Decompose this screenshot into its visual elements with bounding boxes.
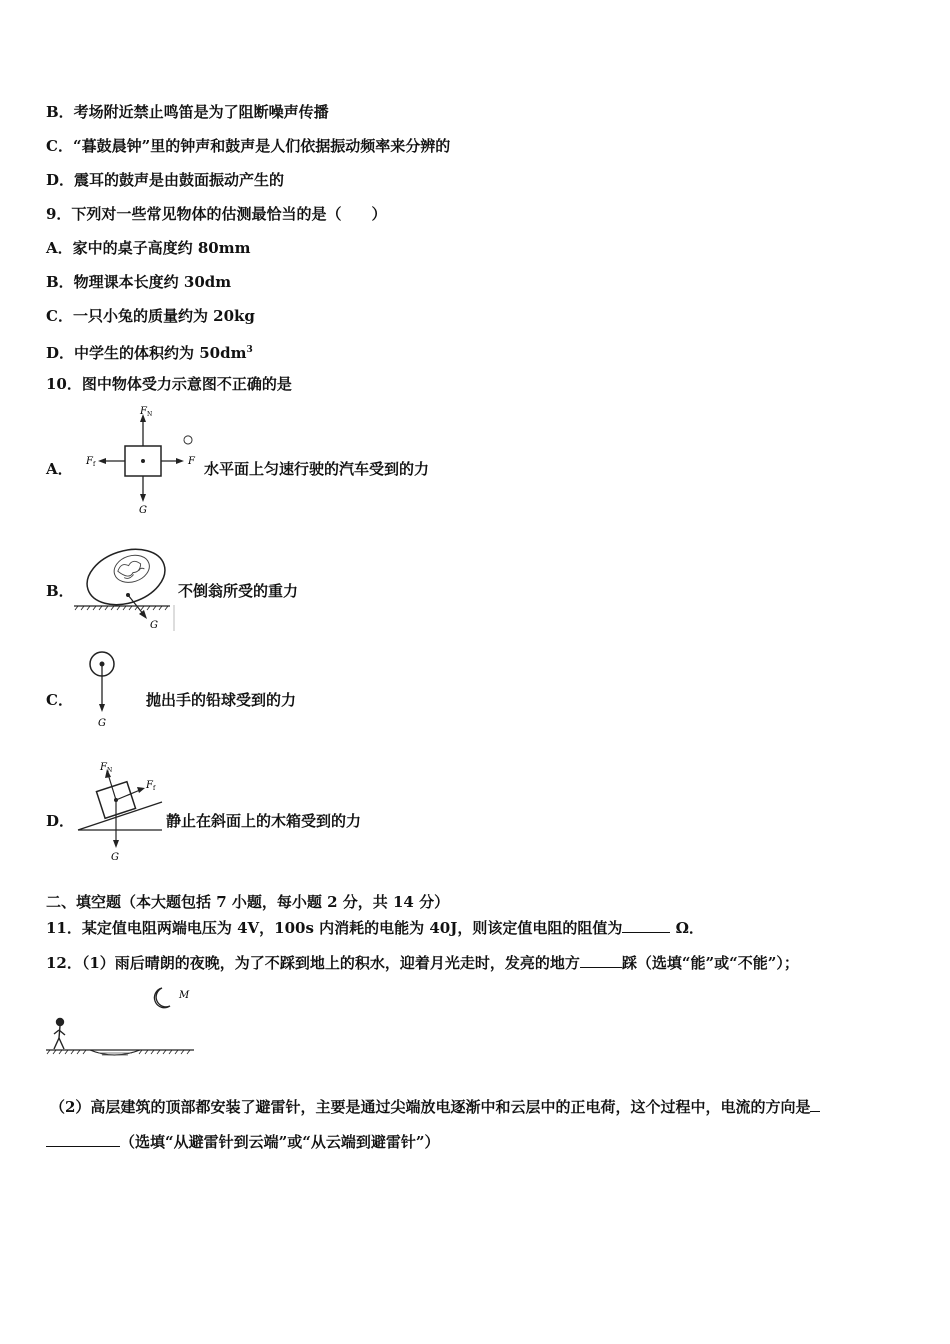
walking-person-icon [54,1019,65,1050]
g-label-a: G [139,505,147,516]
q9-option-a: A．家中的桌子高度约 80mm [46,239,251,257]
q12-part1: 12．（1）雨后晴朗的夜晚，为了不踩到地上的积水，迎着月光走时，发亮的地方 踩（选填“能”或“不能”）； [46,954,799,972]
ff-sub-a: f [93,461,96,468]
moon-icon [154,988,170,1008]
q11-answer-blank[interactable] [622,918,670,933]
mark-icon [184,436,192,444]
q12-part2-line2: （选填“从避雷针到云端”或“从云端到避雷针”） [46,1132,440,1152]
q8-option-b: B．考场附近禁止鸣笛是为了阻断噪声传播 [46,103,329,121]
section2-title: 二、填空题（本大题包括 7 小题，每小题 2 分，共 14 分） [46,893,450,911]
q9-option-c: C．一只小兔的质量约为 20kg [46,307,255,325]
f-label-a: F [188,456,195,467]
q9-stem: 9．下列对一些常见物体的估测最恰当的是（ ） [46,205,387,223]
q12-part1-blank[interactable] [580,953,622,968]
fn-sub-d: N [107,767,113,774]
q9-option-b: B．物理课本长度约 30dm [46,273,232,291]
q11-text: 11．某定值电阻两端电压为 4V，100s 内消耗的电能为 40J，则该定值电阻的阻值为 Ω． [46,919,704,937]
puddle [90,1050,140,1055]
car-force-diagram [80,402,205,520]
q10-stem: 10．图中物体受力示意图不正确的是 [46,375,292,393]
fn-label-a: F [140,406,147,417]
q8-option-d: D．震耳的鼓声是由鼓面振动产生的 [46,171,285,189]
shot-put-diagram [84,648,124,732]
tumbler-diagram [70,545,180,633]
g-label-b: G [150,620,158,631]
q12-part2-blank-start[interactable] [810,1097,820,1112]
q9-option-d: D．中学生的体积约为 $50dm^3$ [46,344,253,362]
q12-part2-blank[interactable] [46,1132,120,1147]
incline-box-diagram [70,756,170,866]
q10-option-b-caption: 不倒翁所受的重力 [178,582,299,600]
moonlight-puddle-diagram [44,982,204,1058]
q10-option-c-label: C． [46,691,73,709]
m-label: M [179,990,190,1001]
g-label-d: G [111,852,119,863]
q10-option-b-label: B． [46,582,74,600]
fn-sub-a: N [147,411,153,418]
q8-option-c: C．“暮鼓晨钟”里的钟声和鼓声是人们依据振动频率来分辨的 [46,137,451,155]
q12-part2-line1: （2）高层建筑的顶部都安装了避雷针，主要是通过尖端放电逐渐中和云层中的正电荷，这个过程中，电流的方向是 [50,1097,820,1117]
q10-option-a-label: A． [46,460,73,478]
fn-label-d: F [100,762,107,773]
q10-option-a-caption: 水平面上匀速行驶的汽车受到的力 [204,460,430,478]
ff-sub-d: f [153,785,156,792]
q10-option-d-label: D． [46,812,75,830]
ff-label-a: F [86,456,93,467]
ff-label-d: F [146,780,153,791]
g-label-c: G [98,718,106,729]
q10-option-d-caption: 静止在斜面上的木箱受到的力 [166,812,362,830]
q10-option-c-caption: 抛出手的铅球受到的力 [146,691,297,709]
